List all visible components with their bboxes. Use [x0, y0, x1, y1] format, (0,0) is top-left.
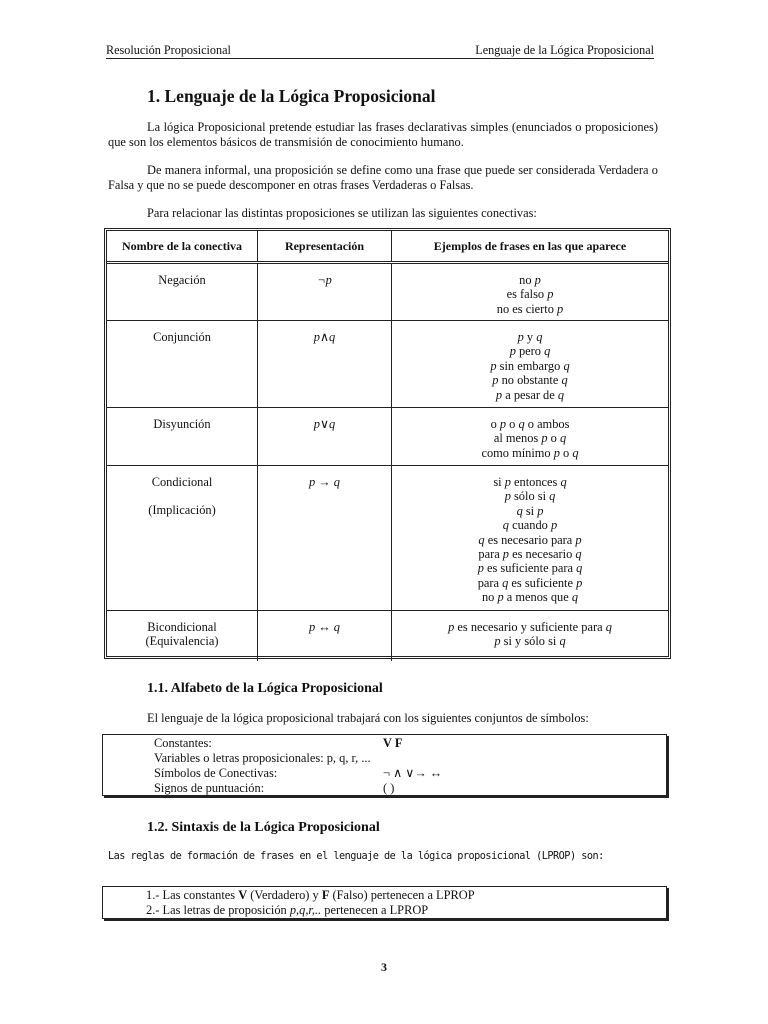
- alphabet-label: Símbolos de Conectivas:: [154, 766, 278, 780]
- alphabet-value: ( ): [383, 781, 395, 795]
- intro-paragraph-3: Para relacionar las distintas proposiciones se utilizan las siguientes conectivas:: [147, 206, 537, 220]
- example-phrase: q cuando p: [502, 518, 558, 533]
- example-phrase: no es cierto p: [496, 301, 564, 316]
- connective-symbol: p ↔ q: [258, 611, 392, 661]
- alphabet-label: Variables o letras proposicionales: p, q, r, ...: [154, 751, 371, 765]
- example-phrase: para q es suficiente p: [477, 575, 583, 590]
- page-number: 3: [381, 960, 387, 974]
- alphabet-intro: El lenguaje de la lógica proposicional trabajará con los siguientes conjuntos de símbolos:: [147, 711, 589, 725]
- header-right: Lenguaje de la Lógica Proposicional: [475, 43, 654, 57]
- intro-paragraph-2: De manera informal, una proposición se define como una frase que puede ser considerada Verdadera o Falsa y que no se puede descomponer en otras frases Verdaderas o Falsas.: [108, 163, 658, 192]
- subsection-alphabet-title: 1.1. Alfabeto de la Lógica Proposicional: [147, 681, 383, 696]
- alphabet-box: [102, 734, 667, 796]
- alphabet-row: [103, 736, 666, 751]
- col-header-representation: Representación: [258, 231, 392, 263]
- running-header: [106, 43, 654, 59]
- alphabet-row: [103, 781, 666, 796]
- example-phrase: p a pesar de q: [495, 387, 565, 402]
- example-phrase: p pero q: [509, 344, 551, 359]
- connective-name: Conjunción: [107, 321, 258, 408]
- subsection-syntax-title: 1.2. Sintaxis de la Lógica Proposicional: [147, 820, 380, 835]
- example-phrase: p es necesario y suficiente para q: [448, 620, 612, 634]
- section-title: 1. Lenguaje de la Lógica Proposicional: [147, 86, 436, 106]
- example-phrase: si p entonces q: [493, 475, 567, 489]
- alphabet-row: [103, 751, 666, 766]
- example-phrase: p no obstante q: [492, 373, 568, 388]
- alphabet-value: V F: [383, 736, 403, 750]
- example-phrase: p es suficiente para q: [477, 561, 583, 576]
- connective-symbol: ¬p: [258, 263, 392, 321]
- connective-name: Condicional (Implicación): [107, 466, 258, 611]
- example-phrase: q si p: [516, 503, 544, 518]
- syntax-rule-1: 1.- Las constantes V (Verdadero) y F (Falso) pertenecen a LPROP: [146, 888, 475, 902]
- connective-examples: [392, 263, 669, 321]
- alphabet-value: ¬ ∧ ∨→ ↔: [383, 766, 443, 780]
- example-phrase: p sólo si q: [504, 489, 556, 504]
- example-phrase: para p es necesario q: [478, 547, 582, 562]
- connective-examples: [392, 611, 669, 661]
- header-left: Resolución Proposicional: [106, 43, 231, 57]
- connective-name: Bicondicional (Equivalencia): [107, 611, 258, 661]
- example-phrase: q es necesario para p: [478, 532, 582, 547]
- connective-row: [107, 408, 668, 466]
- alphabet-label: Constantes:: [154, 736, 212, 750]
- col-header-name: Nombre de la conectiva: [107, 231, 258, 263]
- connective-name: Negación: [107, 263, 258, 321]
- intro-paragraph-1: La lógica Proposicional pretende estudiar las frases declarativas simples (enunciados o proposiciones) que son los elementos básicos de transmisión de conocimiento humano.: [108, 120, 658, 149]
- connectives-table: [104, 228, 671, 659]
- example-phrase: no p: [519, 273, 541, 287]
- example-phrase: p si y sólo si q: [494, 634, 566, 649]
- connective-row: [107, 263, 668, 321]
- connective-symbol: p∨q: [258, 408, 392, 466]
- example-phrase: no p a menos que q: [481, 590, 579, 605]
- example-phrase: o p o q o ambos: [490, 417, 570, 431]
- alphabet-row: [103, 766, 666, 781]
- connective-name: Disyunción: [107, 408, 258, 466]
- syntax-intro: Las reglas de formación de frases en el lenguaje de la lógica proposicional (LPROP) son:: [108, 851, 604, 862]
- example-phrase: como mínimo p o q: [481, 445, 579, 460]
- col-header-examples: Ejemplos de frases en las que aparece: [392, 231, 669, 263]
- alphabet-label: Signos de puntuación:: [154, 781, 265, 795]
- connective-row: [107, 466, 668, 611]
- connective-examples: [392, 321, 669, 408]
- connective-symbol: p∧q: [258, 321, 392, 408]
- connective-row: [107, 611, 668, 661]
- connective-row: [107, 321, 668, 408]
- example-phrase: al menos p o q: [493, 431, 567, 446]
- connective-symbol: p → q: [258, 466, 392, 611]
- syntax-rules-box: [102, 886, 667, 919]
- example-phrase: p y q: [517, 330, 543, 344]
- connective-examples: [392, 466, 669, 611]
- connective-examples: [392, 408, 669, 466]
- example-phrase: es falso p: [506, 287, 554, 302]
- syntax-rule-2: 2.- Las letras de proposición p,q,r,.. pertenecen a LPROP: [146, 903, 429, 917]
- example-phrase: p sin embargo q: [490, 358, 570, 373]
